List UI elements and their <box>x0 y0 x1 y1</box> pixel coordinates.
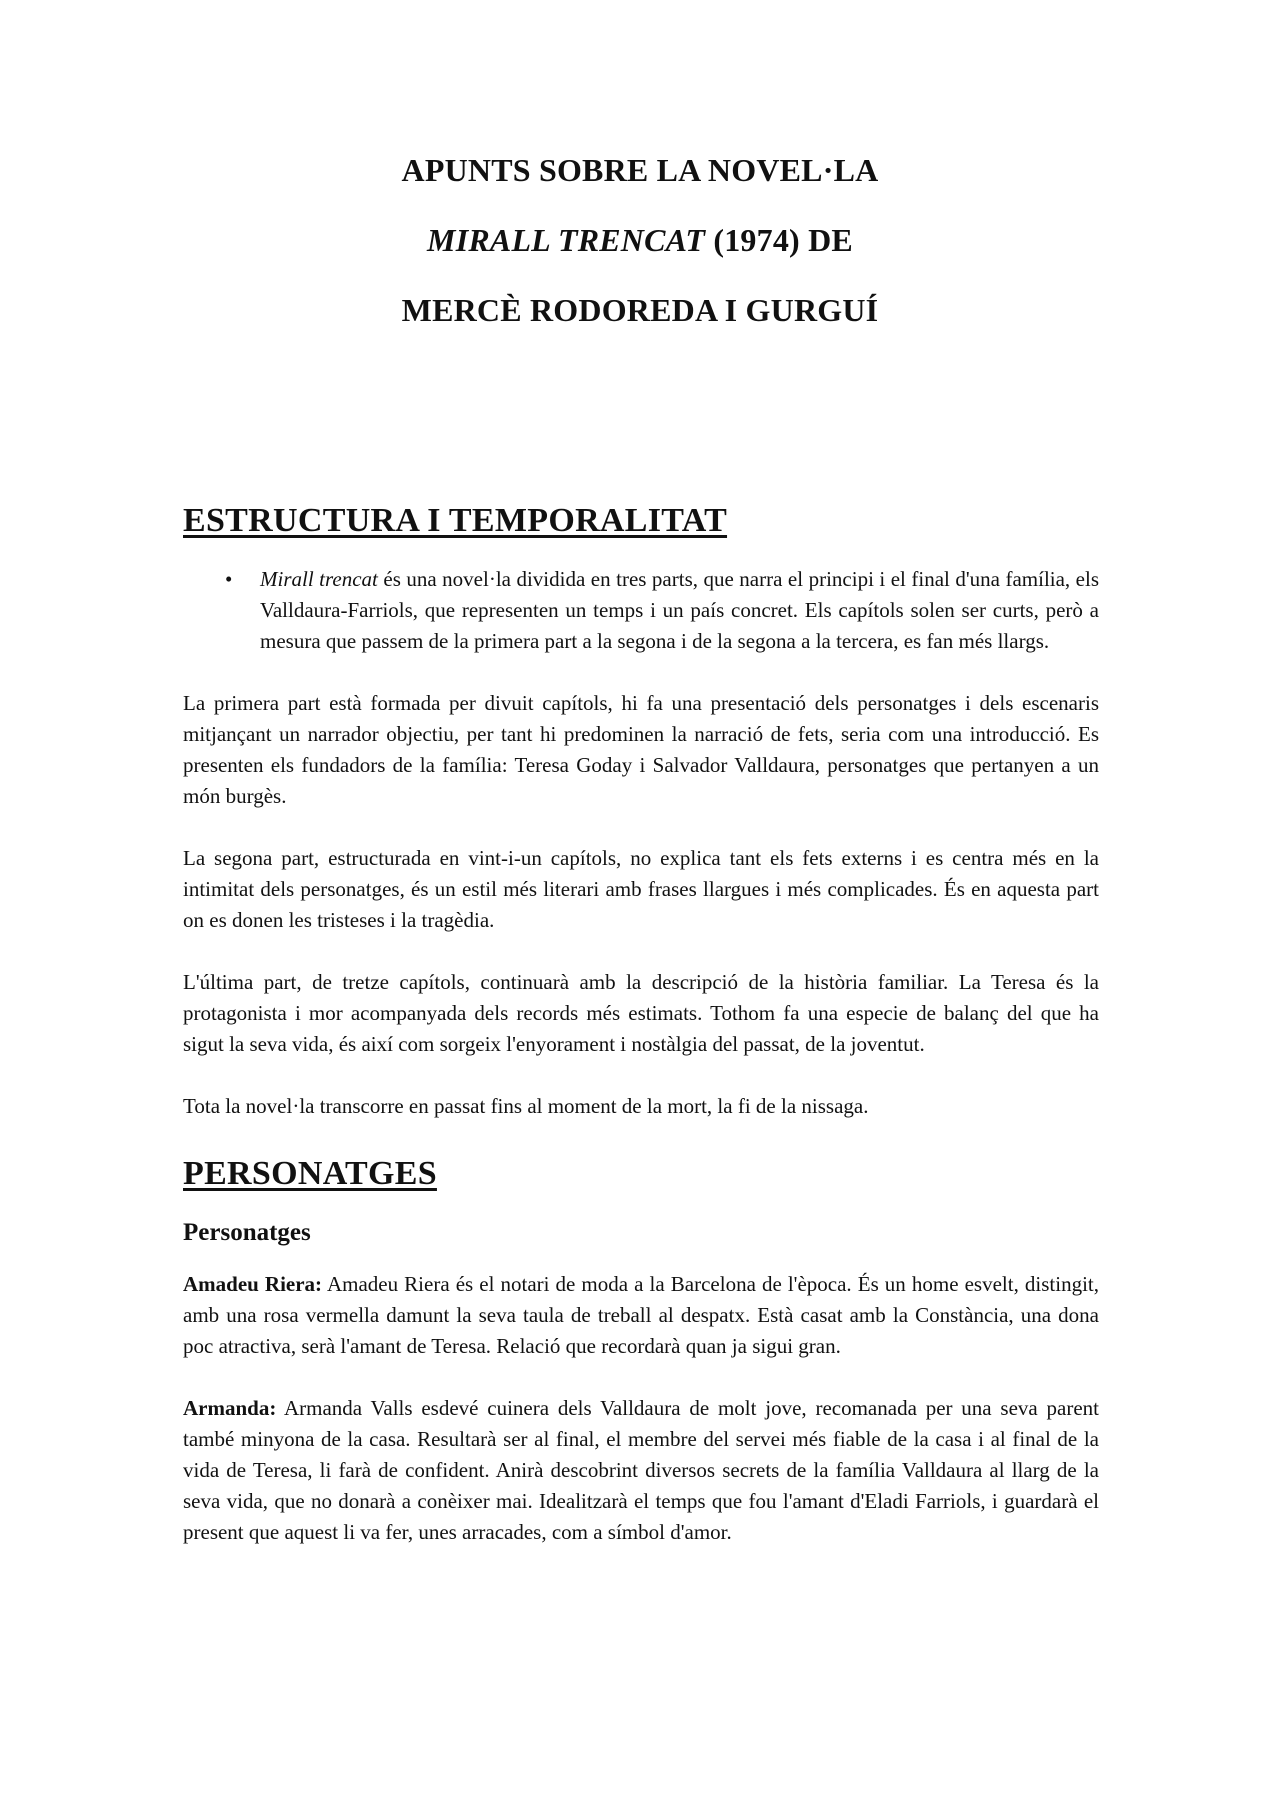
character-description: Armanda Valls esdevé cuinera dels Valldaura de molt jove, recomanada per una seva parent també minyona de la casa. Resultarà ser al final, el membre del servei més fiable de la casa i al final de la vida de Teresa, li farà de confident. Anirà descobrint diversos secrets de la família Valldaura al llarg de la seva vida, que no donarà a conèixer mai. Idealitzarà el temps que fou l'amant d'Eladi Farriols, i guardarà el present que aquest li va fer, unes arracades, com a símbol d'amor. <box>183 1396 1099 1544</box>
character-name: Amadeu Riera: <box>183 1272 323 1296</box>
bullet-text: és una novel·la dividida en tres parts, que narra el principi i el final d'una família, els Valldaura-Farriols, que representen un temps i un país concret. Els capítols solen ser curts, però a mesura que passem de la primera part a la segona i de la segona a la tercera, es fan més llargs. <box>260 567 1100 653</box>
bullet-dot-icon: • <box>225 567 233 591</box>
character-description: Amadeu Riera és el notari de moda a la Barcelona de l'època. És un home esvelt, distingit, amb una rosa vermella damunt la seva taula de treball al despatx. Està casat amb la Constància, una dona poc atractiva, serà l'amant de Teresa. Relació que recordarà quan ja sigui gran. <box>183 1272 1099 1358</box>
character-name: Armanda: <box>183 1396 277 1420</box>
document-title <box>0 150 1280 360</box>
title-line-1: APUNTS SOBRE LA NOVEL·LA <box>401 152 879 188</box>
title-novel-name: MIRALL TRENCAT <box>427 222 706 258</box>
novel-title-italic: Mirall trencat <box>260 567 378 591</box>
subheading-characters: Personatges <box>183 1219 311 1246</box>
paragraph-first-part: La primera part està formada per divuit capítols, hi fa una presentació dels personatges i dels escenaris mitjançant un narrador objectiu, per tant hi predominen la narració de fets, seria com una introducció. Es presenten els fundadors de la família: Teresa Goday i Salvador Valldaura, personatges que pertanyen a un món burgès. <box>183 691 1099 808</box>
document-body <box>183 500 1099 1579</box>
section-heading-structure: ESTRUCTURA I TEMPORALITAT <box>183 502 728 539</box>
title-line-2 <box>0 220 1280 260</box>
title-year: (1974) DE <box>705 222 853 258</box>
section-heading-characters: PERSONATGES <box>183 1155 437 1192</box>
paragraph-summary: Tota la novel·la transcorre en passat fins al moment de la mort, la fi de la nissaga. <box>183 1094 869 1118</box>
paragraph-last-part: L'última part, de tretze capítols, continuarà amb la descripció de la història familiar. La Teresa és la protagonista i mor acompanyada dels records més estimats. Tothom fa una especie de balanç del que ha sigut la seva vida, és així com sorgeix l'enyorament i nostàlgia del passat, de la joventut. <box>183 970 1099 1056</box>
character-entry <box>183 1269 1099 1362</box>
paragraph-second-part: La segona part, estructurada en vint-i-un capítols, no explica tant els fets externs i es centra més en la intimitat dels personatges, és un estil més literari amb frases llargues i més complicades. És en aquesta part on es donen les tristeses i la tragèdia. <box>183 846 1099 932</box>
bullet-list <box>183 564 1099 657</box>
title-line-3: MERCÈ RODOREDA I GURGUÍ <box>401 292 879 328</box>
bullet-item <box>183 564 1099 657</box>
character-entry <box>183 1393 1099 1548</box>
